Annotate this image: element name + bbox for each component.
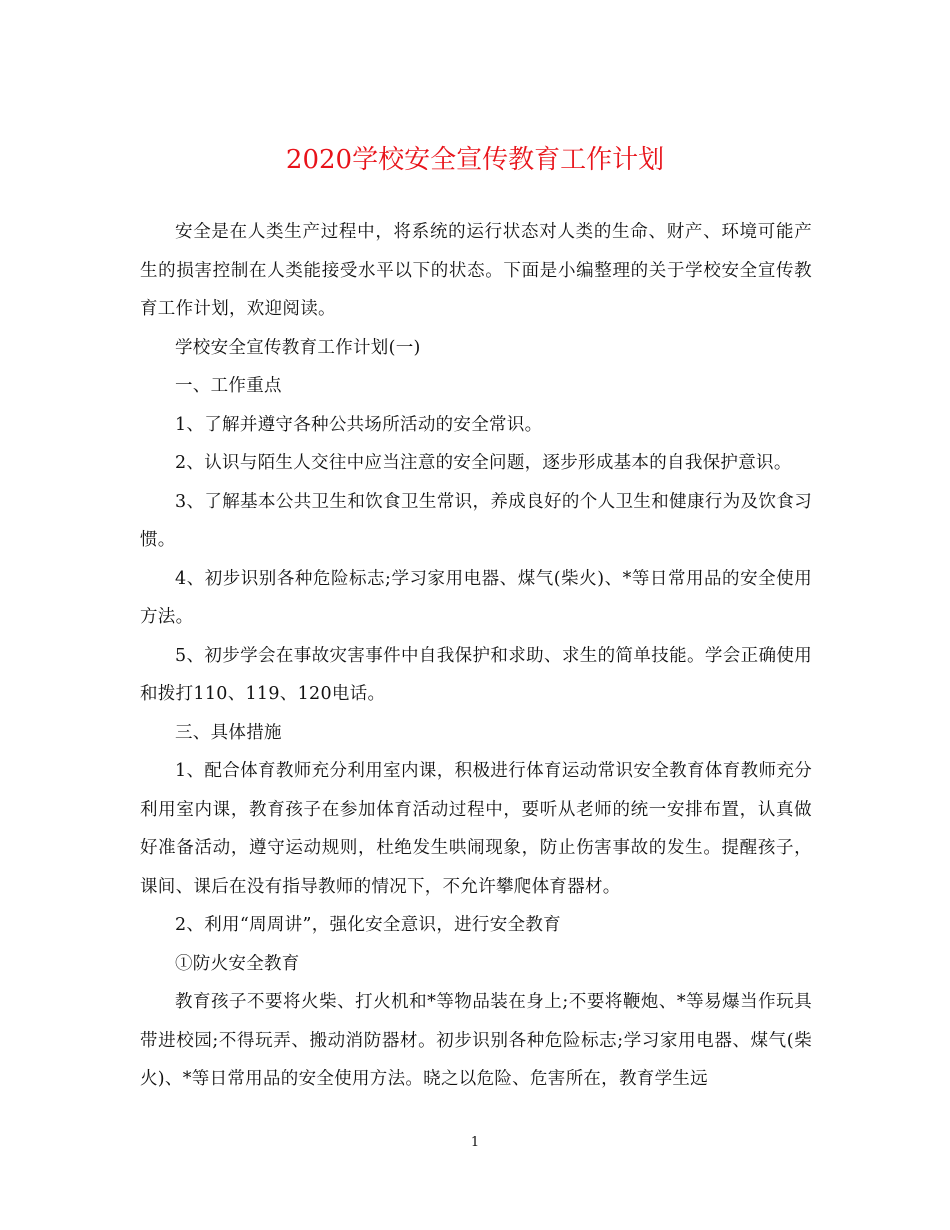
document-title: 2020学校安全宣传教育工作计划 xyxy=(285,145,665,175)
list-item-4: 4、初步识别各种危险标志;学习家用电器、煤气(柴火)、*等日常用品的安全使用方法。 xyxy=(140,568,812,627)
section-heading-work-focus: 一、工作重点 xyxy=(175,376,282,396)
paragraph-intro: 安全是在人类生产过程中，将系统的运行状态对人类的生命、财产、环境可能产生的损害控制在人类能接受水平以下的状态。下面是小编整理的关于学校安全宣传教育工作计划，欢迎阅读。 xyxy=(140,222,812,319)
subheading-fire-safety: ①防火安全教育 xyxy=(175,953,300,974)
measure-item-1: 1、配合体育教师充分利用室内课，积极进行体育运动常识安全教育体育教师充分利用室内课，教育孩子在参加体育活动过程中，要听从老师的统一安排布置，认真做好准备活动，遵守运动规则，杜绝发生哄闹现象，防止伤害事故的发生。提醒孩子，课间、课后在没有指导教师的情况下，不允许攀爬体育器材。 xyxy=(140,761,812,897)
measure-item-2: 2、利用“周周讲”，强化安全意识，进行安全教育 xyxy=(175,915,561,935)
list-item-5: 5、初步学会在事故灾害事件中自我保护和求助、求生的简单技能。学会正确使用和拨打110、119、120电话。 xyxy=(140,645,812,704)
list-item-2: 2、认识与陌生人交往中应当注意的安全问题，逐步形成基本的自我保护意识。 xyxy=(175,453,792,473)
list-item-3: 3、了解基本公共卫生和饮食卫生常识，养成良好的个人卫生和健康行为及饮食习惯。 xyxy=(140,491,812,550)
paragraph-fire-safety: 教育孩子不要将火柴、打火机和*等物品装在身上;不要将鞭炮、*等易爆当作玩具带进校园;不得玩弄、搬动消防器材。初步识别各种危险标志;学习家用电器、煤气(柴火)、*等日常用品的安全使用方法。晓之以危险、危害所在，教育学生远 xyxy=(140,992,812,1089)
section-heading-measures: 三、具体措施 xyxy=(175,722,282,743)
page-number: 1 xyxy=(470,1135,480,1150)
paragraph-plan-heading: 学校安全宣传教育工作计划(一) xyxy=(175,337,421,358)
document-body xyxy=(140,213,812,1099)
list-item-1: 1、了解并遵守各种公共场所活动的安全常识。 xyxy=(175,414,543,435)
